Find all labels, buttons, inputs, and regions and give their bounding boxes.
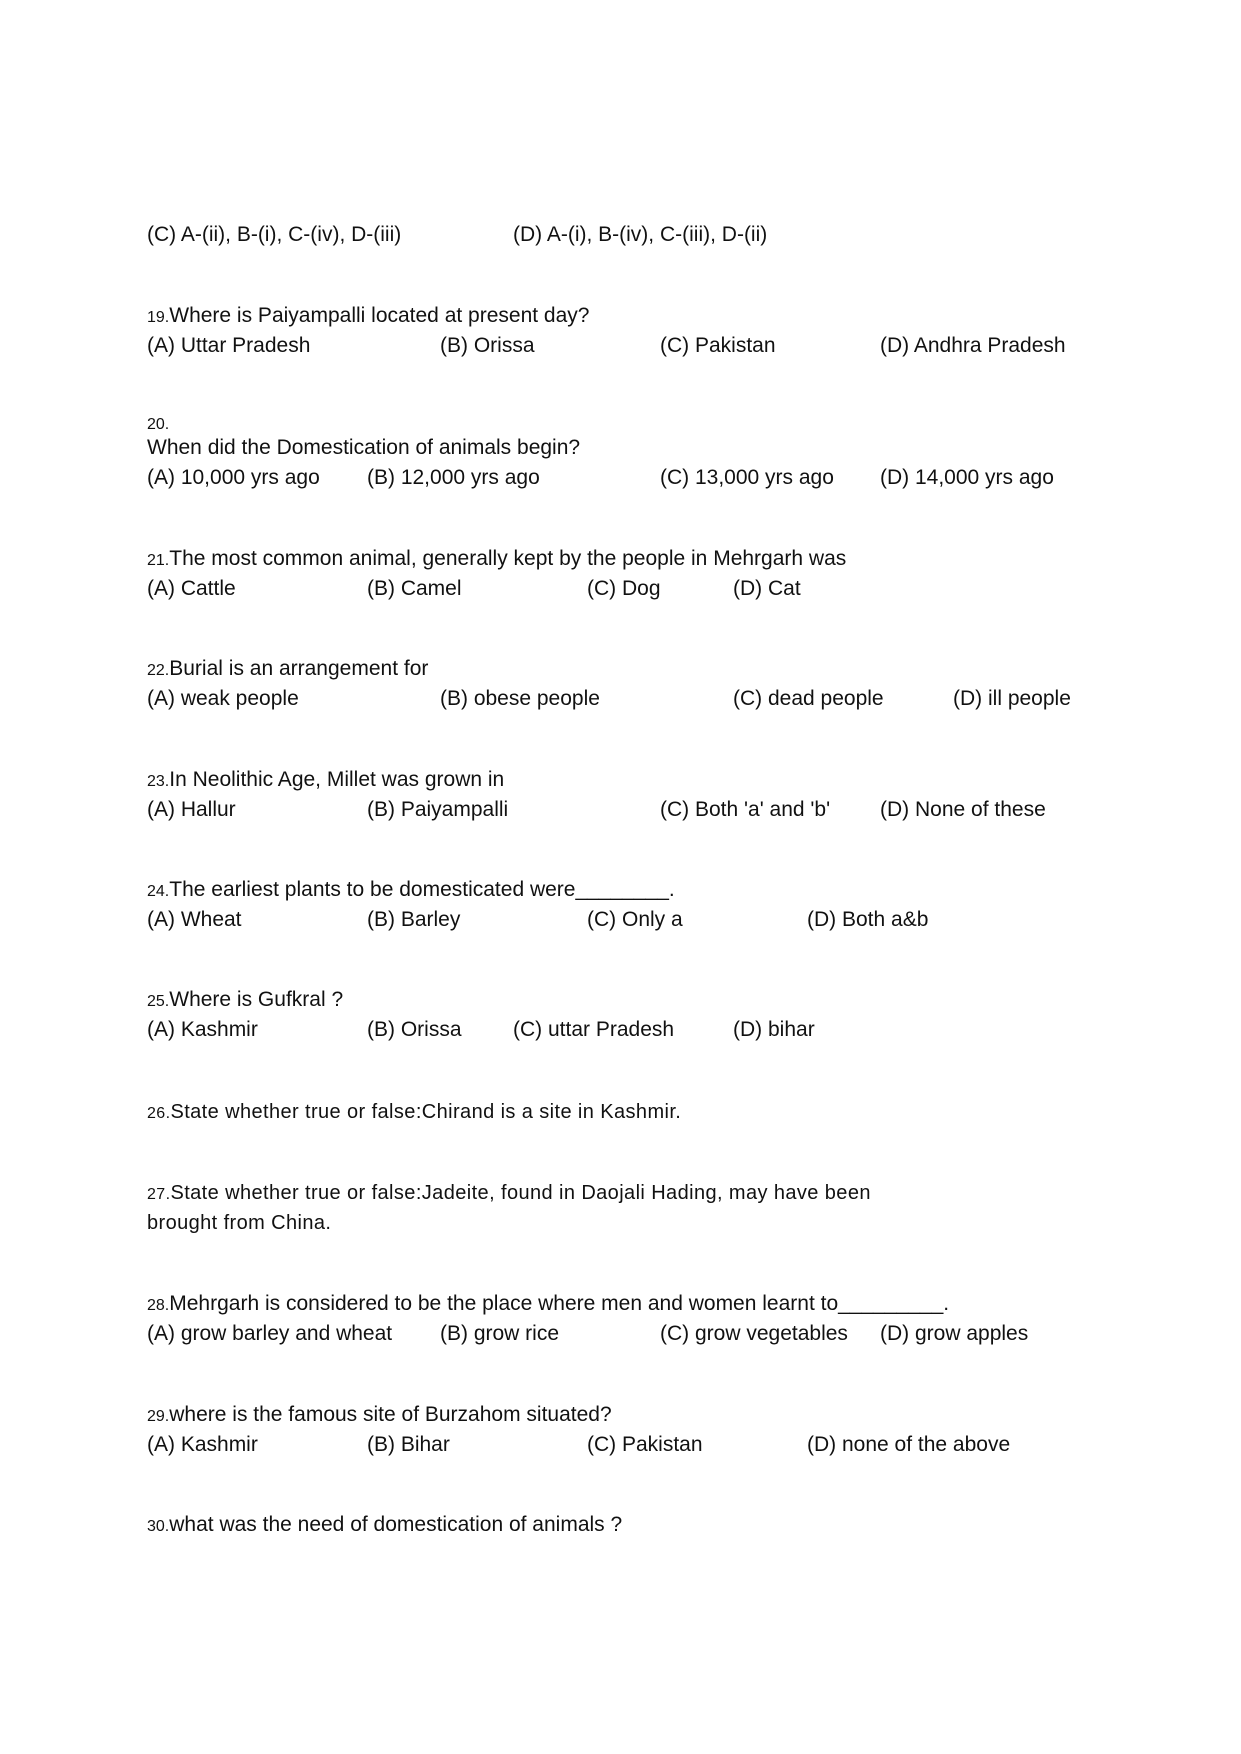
q19-option-d: (D) Andhra Pradesh	[880, 334, 1066, 357]
question-26	[147, 1099, 681, 1127]
question-20: When did the Domestication of animals begin?	[147, 436, 581, 459]
q21-option-c: (C) Dog	[587, 577, 661, 600]
q24-option-a: (A) Wheat	[147, 908, 242, 931]
question-25	[147, 987, 343, 1015]
question-text: In Neolithic Age, Millet was grown in	[169, 768, 505, 791]
q19-option-b: (B) Orissa	[440, 334, 535, 357]
question-number: 21.	[147, 552, 170, 569]
q25-option-b: (B) Orissa	[367, 1018, 462, 1041]
question-text: where is the famous site of Burzahom situated?	[169, 1403, 612, 1426]
question-text: Where is Gufkral ?	[169, 988, 344, 1011]
q28-option-c: (C) grow vegetables	[660, 1322, 848, 1345]
q20-option-a: (A) 10,000 yrs ago	[147, 466, 320, 489]
question-28	[147, 1291, 949, 1319]
q25-option-d: (D) bihar	[733, 1018, 815, 1041]
q22-option-c: (C) dead people	[733, 687, 884, 710]
question-number: 22.	[147, 662, 170, 679]
question-text: State whether true or false:Jadeite, found in Daojali Hading, may have been	[170, 1182, 871, 1204]
q22-option-b: (B) obese people	[440, 687, 600, 710]
question-29	[147, 1402, 612, 1430]
question-22	[147, 656, 428, 684]
question-24	[147, 877, 675, 905]
question-number: 27.	[147, 1186, 171, 1203]
q20-option-d: (D) 14,000 yrs ago	[880, 466, 1054, 489]
q25-option-a: (A) Kashmir	[147, 1018, 258, 1041]
q28-option-b: (B) grow rice	[440, 1322, 560, 1345]
question-30	[147, 1512, 622, 1540]
q29-option-b: (B) Bihar	[367, 1433, 450, 1456]
question-27	[147, 1180, 871, 1208]
question-number: 30.	[147, 1518, 170, 1535]
question-number: 20.	[147, 416, 170, 433]
question-19	[147, 303, 589, 331]
q21-option-a: (A) Cattle	[147, 577, 236, 600]
q18-option-d: (D) A-(i), B-(iv), C-(iii), D-(ii)	[513, 223, 768, 246]
question-text: State whether true or false:Chirand is a site in Kashmir.	[170, 1101, 682, 1123]
q18-option-c: (C) A-(ii), B-(i), C-(iv), D-(iii)	[147, 223, 402, 246]
question-number: 26.	[147, 1105, 171, 1122]
q19-option-a: (A) Uttar Pradesh	[147, 334, 311, 357]
q22-option-d: (D) ill people	[953, 687, 1071, 710]
q21-option-b: (B) Camel	[367, 577, 462, 600]
question-text: what was the need of domestication of animals ?	[169, 1513, 623, 1536]
q20-option-c: (C) 13,000 yrs ago	[660, 466, 834, 489]
q22-option-a: (A) weak people	[147, 687, 299, 710]
q29-option-a: (A) Kashmir	[147, 1433, 258, 1456]
q28-option-d: (D) grow apples	[880, 1322, 1029, 1345]
q24-option-d: (D) Both a&b	[807, 908, 929, 931]
q29-option-d: (D) none of the above	[807, 1433, 1011, 1456]
question-text: Where is Paiyampalli located at present day?	[169, 304, 590, 327]
q23-option-c: (C) Both 'a' and 'b'	[660, 798, 831, 821]
q19-option-c: (C) Pakistan	[660, 334, 776, 357]
q24-option-b: (B) Barley	[367, 908, 461, 931]
question-number: 25.	[147, 993, 170, 1010]
question-text: The earliest plants to be domesticated were________.	[169, 878, 675, 901]
question-number: 19.	[147, 309, 170, 326]
question-20-number	[147, 410, 169, 438]
q28-option-a: (A) grow barley and wheat	[147, 1322, 393, 1345]
question-27-continued: brought from China.	[147, 1212, 332, 1234]
q29-option-c: (C) Pakistan	[587, 1433, 703, 1456]
q25-option-c: (C) uttar Pradesh	[513, 1018, 675, 1041]
question-number: 23.	[147, 773, 170, 790]
question-text: The most common animal, generally kept by the people in Mehrgarh was	[169, 547, 847, 570]
q23-option-b: (B) Paiyampalli	[367, 798, 509, 821]
question-text: Mehrgarh is considered to be the place where men and women learnt to_________.	[169, 1292, 950, 1315]
q23-option-a: (A) Hallur	[147, 798, 236, 821]
q24-option-c: (C) Only a	[587, 908, 683, 931]
question-number: 29.	[147, 1408, 170, 1425]
question-number: 28.	[147, 1297, 170, 1314]
question-text: Burial is an arrangement for	[169, 657, 429, 680]
q23-option-d: (D) None of these	[880, 798, 1046, 821]
q21-option-d: (D) Cat	[733, 577, 801, 600]
question-number: 24.	[147, 883, 170, 900]
question-23	[147, 767, 504, 795]
question-21	[147, 546, 846, 574]
q20-option-b: (B) 12,000 yrs ago	[367, 466, 540, 489]
